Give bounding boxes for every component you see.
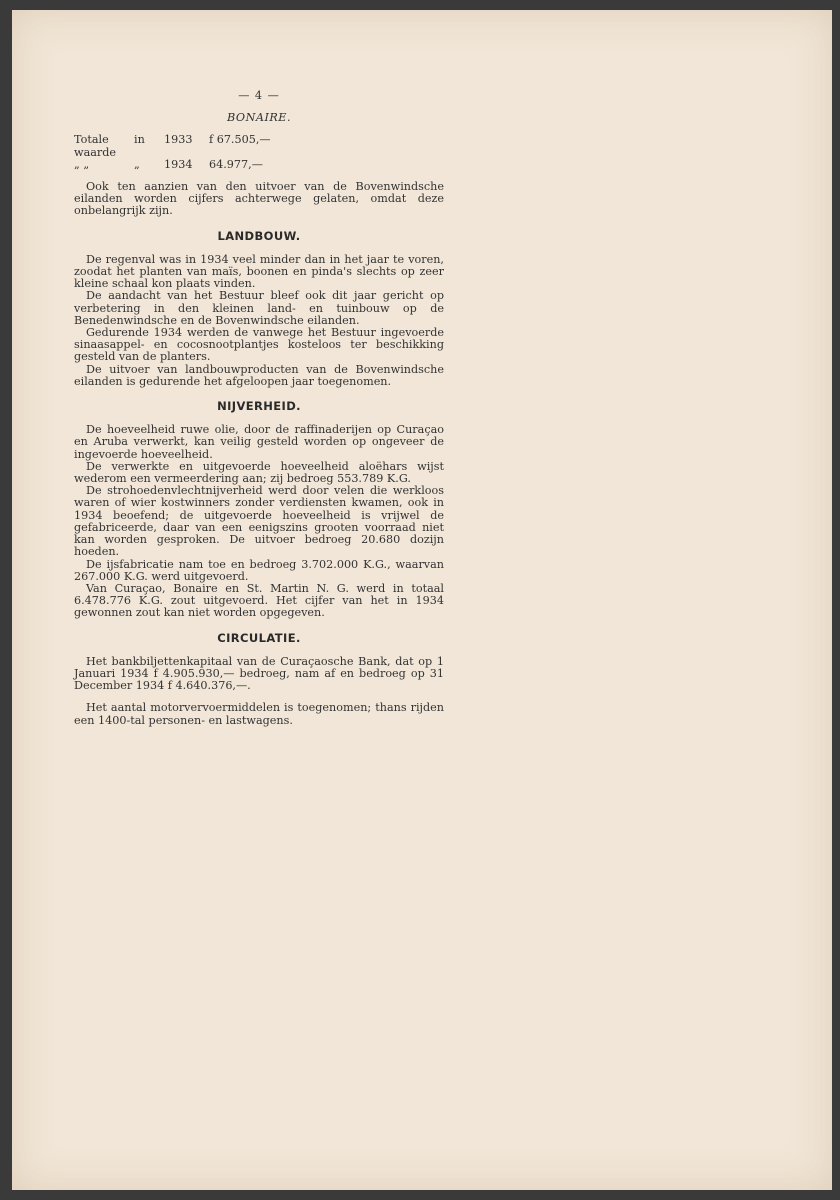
heading-nijverheid: NIJVERHEID.: [217, 399, 301, 414]
heading-landbouw: LANDBOUW.: [217, 228, 301, 243]
value-label: „ „: [74, 157, 90, 171]
paragraph: Van Curaçao, Bonaire en St. Martin N. G. werd in totaal 6.478.776 K.G. zout uitgevoerd. Het cijfer van het in 1934 gewonnen zout kan niet worden opgegeven.: [74, 581, 444, 620]
paragraph: De uitvoer van landbouwproducten van de Bovenwindsche eilanden is gedurende het afgeloopen jaar toegenomen.: [74, 362, 444, 388]
value-row: [74, 159, 444, 171]
value-row: [74, 134, 444, 158]
intro-paragraph: Ook ten aanzien van den uitvoer van de Bovenwindsche eilanden worden cijfers achterwege gelaten, omdat deze onbelangrijk zijn.: [74, 180, 444, 218]
paragraph: De aandacht van het Bestuur bleef ook dit jaar gericht op verbetering in den kleinen land- en tuinbouw op de Benedenwindsche en de Bovenwindsche eilanden.: [74, 289, 444, 327]
value-prep: „: [134, 157, 140, 171]
paragraph: Het aantal motorvervoermiddelen is toegenomen; thans rijden een 1400-tal personen- en lastwagens.: [74, 701, 444, 727]
heading-circulatie: CIRCULATIE.: [217, 630, 301, 645]
paragraph: De hoeveelheid ruwe olie, door de raffinaderijen op Curaçao en Aruba verwerkt, kan veilig gesteld worden op ongeveer de ingevoerde hoeveelheid.: [74, 423, 444, 461]
page-number: — 4 —: [238, 89, 280, 102]
paragraph: Gedurende 1934 werden de vanwege het Bestuur ingevoerde sinaasappel- en cocosnootplantjes kosteloos ter beschikking gesteld van de planters.: [74, 326, 444, 364]
paragraph: De strohoedenvlechtnijverheid werd door velen die werkloos waren of wier kostwinners zonder verdiensten kwamen, ook in 1934 beoefend; de uitgevoerde hoeveelheid is vrijwel de gefabriceerde, daar van een eenigszins grooten voorraad niet kan worden gesproken. De uitvoer bedroeg 20.680 dozijn hoeden.: [74, 484, 444, 559]
value-year: 1933: [164, 133, 193, 147]
page-content: [74, 90, 444, 727]
value-table: [74, 134, 444, 171]
value-amount: f 67.505,—: [209, 133, 271, 147]
value-year: 1934: [164, 157, 193, 171]
paragraph: Het bankbiljettenkapitaal van de Curaçaosche Bank, dat op 1 Januari 1934 f 4.905.930,— bedroeg, nam af en bedroeg op 31 December 1934 f 4.640.376,—.: [74, 654, 444, 693]
paragraph: De regenval was in 1934 veel minder dan in het jaar te voren, zoodat het planten van maïs, boonen en pinda's slechts op zeer kleine schaal kon plaats vinden.: [74, 252, 444, 291]
section-subtitle: BONAIRE.: [226, 111, 292, 125]
value-amount: 64.977,—: [209, 157, 263, 171]
document-page: [12, 10, 832, 1190]
paragraph: De verwerkte en uitgevoerde hoeveelheid aloëhars wijst wederom een vermeerdering aan; zij bedroeg 553.789 K.G.: [74, 459, 444, 486]
paragraph: De ijsfabricatie nam toe en bedroeg 3.702.000 K.G., waarvan 267.000 K.G. werd uitgevoerd.: [74, 557, 444, 583]
value-prep: in: [134, 133, 145, 147]
value-label: Totale waarde: [74, 133, 117, 159]
